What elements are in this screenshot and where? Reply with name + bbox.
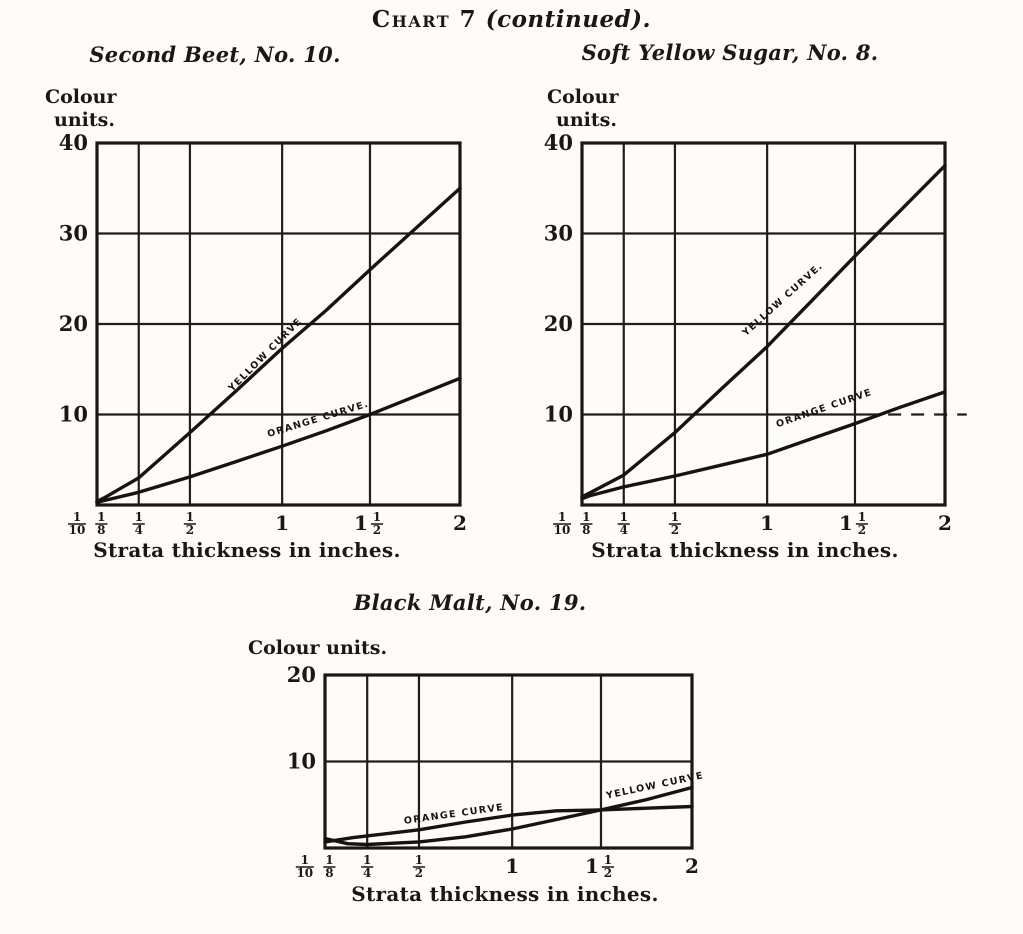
x-tick-fraction-denominator: 4 [134, 523, 143, 537]
x-tick-fraction-denominator: 10 [68, 523, 86, 537]
x-tick-fraction-numerator: 1 [619, 510, 628, 524]
x-tick-fraction-numerator: 1 [857, 510, 867, 524]
x-tick-fraction-denominator: 10 [553, 523, 571, 537]
x-tick-fraction-denominator: 2 [670, 523, 680, 537]
x-tick-fraction-denominator: 10 [296, 866, 314, 880]
x-tick-label: 2 [685, 854, 699, 878]
x-tick-fraction-numerator: 1 [185, 510, 195, 524]
chart-title-soft-yellow-sugar: Soft Yellow Sugar, No. 8. [581, 40, 879, 65]
chart-title-black-malt: Black Malt, No. 19. [353, 590, 587, 615]
x-tick-label: 1 [505, 854, 520, 878]
x-tick-fraction-denominator: 2 [857, 523, 867, 537]
x-tick-label: 1 [275, 511, 290, 535]
x-tick-fraction-numerator: 1 [372, 510, 382, 524]
y-tick-label: 10 [543, 401, 573, 427]
y-axis-unit-label-bottom: Colour units. [248, 637, 388, 659]
orange-curve-label: Orange Curve [403, 801, 505, 827]
orange-curve-label: Orange Curve. [265, 398, 371, 441]
y-tick-label: 30 [58, 220, 88, 246]
x-tick-fraction-denominator: 2 [603, 866, 613, 880]
second-beet-chart-canvas [47, 130, 477, 545]
x-tick-fraction-numerator: 1 [363, 853, 372, 867]
y-axis-unit-line1: Colour [547, 86, 619, 108]
x-tick-fraction-denominator: 4 [363, 866, 372, 880]
y-tick-label: 30 [543, 220, 573, 246]
y-tick-label: 10 [286, 748, 316, 774]
x-axis-label-bottom: Strata thickness in inches. [351, 882, 659, 906]
x-tick-fraction-denominator: 2 [414, 866, 424, 880]
y-tick-label: 20 [543, 311, 573, 336]
x-tick-label: 1 [585, 854, 599, 878]
x-tick-fraction-numerator: 1 [300, 853, 309, 867]
x-tick-fraction-denominator: 2 [185, 523, 195, 537]
x-tick-fraction-numerator: 1 [325, 853, 334, 867]
x-tick-fraction-numerator: 1 [603, 853, 613, 867]
chart-title-second-beet: Second Beet, No. 10. [89, 42, 341, 67]
x-tick-label: 1 [839, 511, 853, 535]
x-axis-label-right: Strata thickness in inches. [591, 538, 899, 562]
x-tick-label: 1 [354, 511, 368, 535]
x-tick-fraction-denominator: 8 [325, 866, 334, 880]
y-tick-label: 40 [58, 130, 88, 155]
x-tick-fraction-numerator: 1 [670, 510, 680, 524]
y-tick-label: 10 [58, 401, 88, 427]
x-tick-fraction-denominator: 4 [619, 523, 628, 537]
x-tick-fraction-denominator: 8 [582, 523, 591, 537]
x-tick-fraction-numerator: 1 [72, 510, 82, 524]
orange-curve-label: Orange Curve [774, 386, 874, 431]
orange-curve-line [97, 378, 460, 502]
x-tick-label: 2 [453, 511, 467, 535]
orange-curve-line [325, 807, 692, 842]
x-tick-label: 2 [938, 511, 952, 535]
yellow-curve-label: Yellow Curve [605, 770, 705, 802]
yellow-curve-label: Yellow Curve [226, 315, 305, 394]
y-axis-unit-label-left [45, 86, 117, 132]
x-tick-fraction-denominator: 8 [97, 523, 106, 537]
black-malt-chart-canvas [280, 662, 710, 887]
x-tick-label: 1 [760, 511, 775, 535]
y-axis-unit-line2: units. [54, 109, 115, 131]
x-axis-label-left: Strata thickness in inches. [93, 538, 401, 562]
yellow-curve-label: Yellow Curve. [740, 260, 826, 339]
y-tick-label: 40 [543, 130, 573, 155]
y-axis-unit-line1: Colour [45, 86, 117, 108]
page-title-main: Chart 7 [371, 6, 478, 33]
y-tick-label: 20 [58, 311, 88, 336]
x-tick-fraction-numerator: 1 [134, 510, 143, 524]
page-title-continued: (continued). [485, 6, 652, 33]
soft-yellow-sugar-chart-canvas [532, 130, 962, 545]
x-tick-fraction-denominator: 2 [372, 523, 382, 537]
x-tick-fraction-numerator: 1 [97, 510, 106, 524]
x-tick-fraction-numerator: 1 [582, 510, 591, 524]
y-axis-unit-line2: units. [556, 109, 617, 131]
yellow-curve-line [582, 166, 945, 497]
orange-curve-line [582, 392, 945, 499]
y-axis-unit-label-right [547, 86, 619, 132]
x-tick-fraction-numerator: 1 [414, 853, 424, 867]
y-tick-label: 20 [286, 662, 316, 687]
page-title [0, 6, 1023, 33]
x-tick-fraction-numerator: 1 [557, 510, 567, 524]
